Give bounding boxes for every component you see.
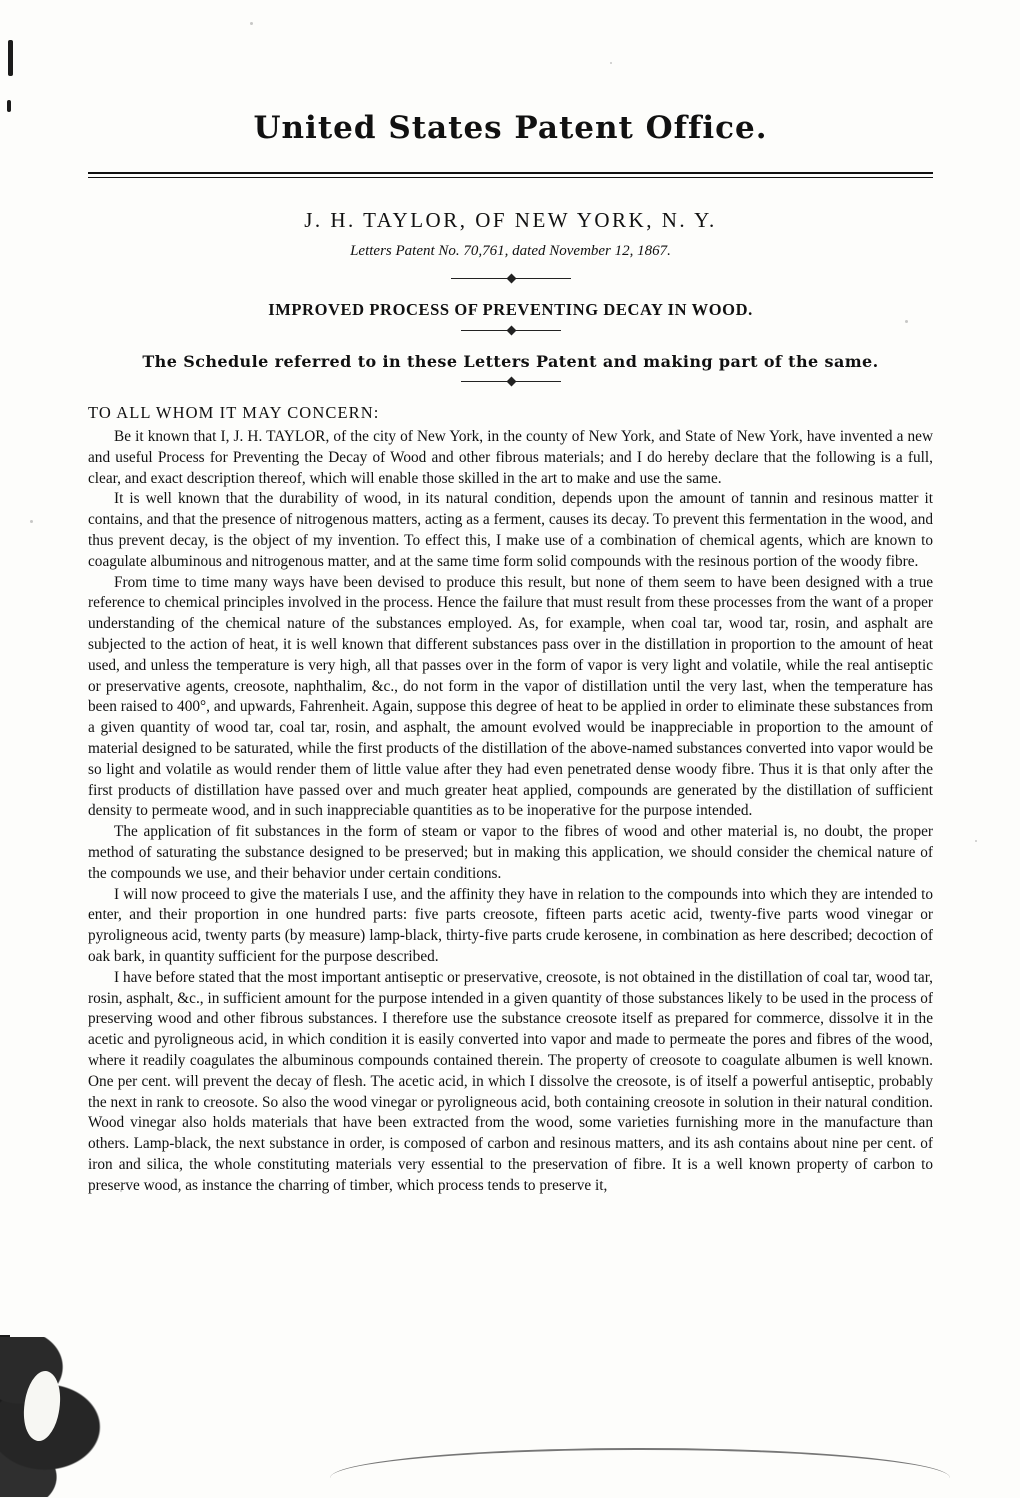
scan-artifact-mark <box>8 40 13 76</box>
scan-artifact-corner-smudge <box>0 1337 130 1497</box>
scan-artifact-page-curl <box>330 1448 950 1484</box>
salutation: TO ALL WHOM IT MAY CONCERN: <box>88 403 380 422</box>
paragraph: I have before stated that the most important antiseptic or preservative, creosote, is not obtained in the distillation of coal tar, wood tar, rosin, asphalt, &c., in sufficient amount for the purpose intended in a given quantity of those substances likely to be used in the process of preserving wood and other fibrous substances. I therefore use the substance creosote itself as prepared for commerce, dissolve it in the acetic and pyroligneous acid, in which condition it is easily converted into vapor and made to permeate the pores and fibres of the wood, where it readily coagulates the albuminous compounds contained therein. The property of creosote to coagulate albumen is well known. One per cent. will prevent the decay of flesh. The acetic acid, in which I dissolve the creosote, is of itself a powerful antiseptic, probably the next in rank to creosote. So also the wood vinegar or pyroligneous acid, both containing creosote in solution in their natural condition. Wood vinegar also holds materials that have been extracted from the wood, some varieties furnishing more in the manufacture than others. Lamp-black, the next substance in order, is composed of carbon and resinous matters, and its ash contains about nine per cent. of iron and silica, the whole constituting materials very essential to the preservation of fibre. It is a well known property of carbon to preserve wood, as instance the charring of timber, which process tends to preserve it, <box>88 968 933 1194</box>
masthead-title: United States Patent Office. <box>253 110 768 146</box>
scan-speck <box>250 22 253 25</box>
scan-artifact-mark <box>7 100 11 112</box>
header-divider <box>88 172 933 178</box>
document-content <box>88 110 933 1196</box>
scan-speck <box>610 62 612 64</box>
inventor-line: J. H. TAYLOR, OF NEW YORK, N. Y. <box>304 208 717 232</box>
paragraph: I will now proceed to give the materials I use, and the affinity they have in relation to the compounds into which they are intended to enter, and their proportion in one hundred parts: five parts creosote, fifteen parts acetic acid, twenty-five parts wood vinegar or pyroligneous acid, twenty parts (by measure) lamp-black, thirty-five parts crude kerosene, in combination as here described; decoction of oak bark, in quantity sufficient for the purpose described. <box>88 885 933 965</box>
paragraph: From time to time many ways have been devised to produce this result, but none of them seem to have been designed with a true reference to chemical principles involved in the process. Hence the failure that must result from these processes from the want of a proper understanding of the chemical nature of the substances employed. As, for example, when coal tar, wood tar, rosin, and asphalt are subjected to the action of heat, it is well known that different substances pass over in the distillation in proportion to the amount of heat used, and unless the temperature is very high, all that passes over in the form of vapor is very light and volatile, while the real antiseptic or preservative agents, creosote, naphthalim, &c., do not form in the vapor of distillation until the very last, when the temperature has been raised to 400°, and upwards, Fahrenheit. Again, suppose this degree of heat to be applied in order to eliminate these substances from a given quantity of wood tar, coal tar, rosin, and asphalt, the amount evolved would be inappreciable in proportion to the amount of material designed to be saturated, while the first products of the distillation of the above-named substances converted into vapor would be so light and volatile as would render them of little value after they had even penetrated dense woody fibre. Thus it is that only after the first products of distillation have passed over and much greater heat applied, compounds are generated by the distillation of sufficient density to permeate wood, and in such inappreciable quantities as to be inoperative for the purpose intended. <box>88 573 933 820</box>
body-text <box>88 427 933 1196</box>
patent-number-line: Letters Patent No. 70,761, dated November 12, 1867. <box>350 243 671 259</box>
paragraph: It is well known that the durability of wood, in its natural condition, depends upon the amount of tannin and resinous matter it contains, and that the presence of nitrogenous matters, acting as a ferment, causes its decay. To prevent this fermentation in the wood, and thus prevent decay, is the object of my invention. To effect this, I make use of a combination of chemical agents, which are known to coagulate albuminous and nitrogenous matter, and at the same time form solid compounds with the resinous portion of the woody fibre. <box>88 490 933 570</box>
invention-title: IMPROVED PROCESS OF PREVENTING DECAY IN WOOD. <box>268 300 753 319</box>
scan-speck <box>30 520 33 523</box>
schedule-line: The Schedule referred to in these Letters Patent and making part of the same. <box>142 352 879 371</box>
ornament-divider <box>88 274 933 284</box>
paragraph: Be it known that I, J. H. TAYLOR, of the city of New York, in the county of New York, and State of New York, have invented a new and useful Process for Preventing the Decay of Wood and other fibrous materials; and I do hereby declare that the following is a full, clear, and exact description thereof, which will enable those skilled in the art to make and use the same. <box>88 428 933 487</box>
scan-speck <box>975 840 977 842</box>
paragraph: The application of fit substances in the form of steam or vapor to the fibres of wood and other material is, no doubt, the proper method of saturating the substance designed to be preserved; but in making this application, we should consider the chemical nature of the compounds we use, and their behavior under certain conditions. <box>88 823 933 882</box>
ornament-divider <box>88 377 933 387</box>
ornament-divider <box>88 326 933 336</box>
